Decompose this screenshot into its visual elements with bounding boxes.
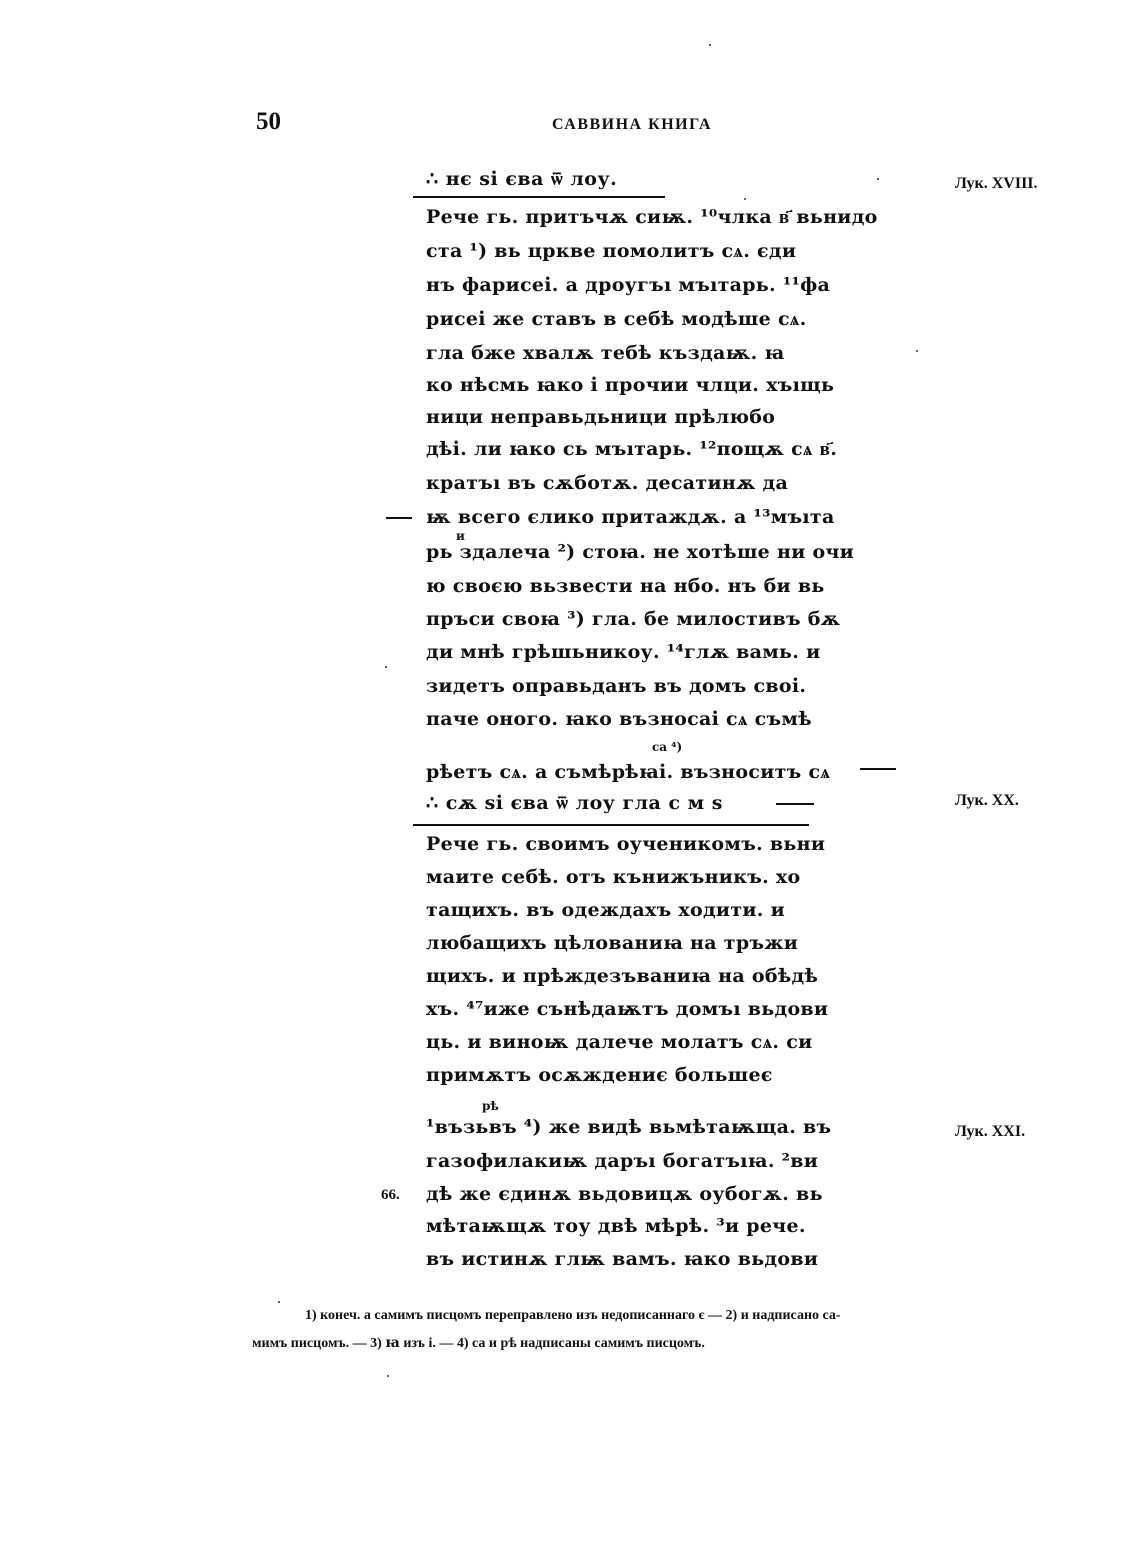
text-line: тащихъ. въ одеждахъ ходити. и [426, 899, 786, 921]
text-line: ць. и виноѭ далече молатъ сѧ. си [426, 1031, 813, 1053]
scan-speck [877, 178, 879, 180]
text-line: любащихъ цѣлованиꙗ на тръжи [426, 932, 799, 954]
text-line: примѫтъ осѫждениє большеє [426, 1064, 773, 1086]
text-line: нъ фарисеі. а дроугъı мъıтарь. ¹¹фа [426, 274, 831, 296]
text-line: пръси своꙗ ³) гла. бе милостивъ бѫ [426, 608, 841, 630]
text-line: щихъ. и прѣждезъваниꙗ на обѣдѣ [426, 965, 819, 987]
text-line: мѣтаѭщѫ тоу двѣ мѣрѣ. ³и рече. [426, 1215, 806, 1237]
text-line: кратъı въ сѫботѫ. десатинѫ да [426, 472, 789, 494]
text-line: зидетъ оправьданъ въ домъ своі. [426, 675, 807, 697]
text-line: маите себѣ. отъ кънижъникъ. хо [426, 866, 801, 888]
heading-rule-2 [413, 824, 809, 826]
text-line: рисеі же ставъ в себѣ модѣше сѧ. [426, 308, 807, 330]
scan-speck [916, 350, 918, 352]
lection-heading-1: ∴ нє ѕі єва ѿ лоу. [426, 168, 618, 190]
scan-speck [385, 666, 387, 668]
footnote-line-2: мимъ писцомъ. — 3) ꙗ изъ і. — 4) са и рѣ надписаны самимъ писцомъ. [252, 1336, 705, 1351]
text-line: Рече гь. своимъ оученикомъ. вьни [426, 833, 826, 855]
text-line: ници неправьдьници прѣлюбо [426, 406, 776, 428]
footnote-line-1: 1) конеч. а самимъ писцомъ переправлено изъ недописаннаго є — 2) и надписано са- [305, 1308, 841, 1323]
page-number: 50 [256, 108, 281, 135]
running-title: САВВИНА КНИГА [552, 116, 713, 133]
text-line: хъ. ⁴⁷иже сънѣдаѭтъ домъı вьдови [426, 998, 829, 1020]
folio-mark: 66. [381, 1187, 400, 1203]
supralinear-letter: и [456, 529, 465, 543]
text-line: ко нѣсмь ꙗко і прочии члци. хъıщь [426, 374, 835, 396]
margin-ref-luke-18: Лук. XVIII. [955, 175, 1038, 192]
text-line: ¹възьвъ ⁴) же видѣ вьмѣтаѭща. въ [426, 1116, 832, 1138]
scan-speck [387, 1375, 389, 1377]
text-line: ди мнѣ грѣшьникоу. ¹⁴глѫ вамь. и [426, 641, 821, 663]
text-line: ю своєю вьзвести на нбо. нъ би вь [426, 575, 825, 597]
supralinear-letter: рѣ [482, 1099, 499, 1113]
margin-dash-right [776, 803, 814, 805]
text-line: ста ¹) вь цркве помолитъ сѧ. єди [426, 240, 797, 262]
margin-dash-right [860, 768, 896, 770]
margin-ref-luke-21: Лук. XXI. [955, 1123, 1026, 1140]
scan-speck [744, 198, 746, 200]
text-line: ѭ всего єлико притаждѫ. а ¹³мъıта [426, 506, 835, 528]
heading-rule-1 [413, 196, 665, 198]
text-line: дѣі. ли ꙗко сь мъıтарь. ¹²пощѫ сѧ в҃. [426, 438, 838, 460]
text-line: гла бже хвалѫ тебѣ къздаѭ. ꙗ [426, 342, 785, 364]
lection-heading-2: ∴ сѫ ѕі єва ѿ лоу гла с м ѕ [426, 792, 723, 814]
text-line: рь здалеча ²) стоꙗ. не хотѣше ни очи [426, 541, 855, 563]
text-line: газофилакиѭ даръı богатъıꙗ. ²ви [426, 1150, 819, 1172]
margin-dash-left [386, 517, 412, 519]
text-line: Рече гь. притъчѫ сиѭ. ¹⁰члка в҃ вьнидо [426, 206, 878, 228]
text-line: въ истинѫ глѭ вамъ. ꙗко вьдови [426, 1248, 819, 1270]
scan-speck [709, 44, 711, 46]
margin-ref-luke-20: Лук. XX. [955, 792, 1019, 809]
text-line: дѣ же єдинѫ вьдовицѫ оубогѫ. вь [426, 1183, 823, 1205]
text-line: паче оного. ꙗко възносаі сѧ съмѣ [426, 708, 812, 730]
scan-speck [278, 1301, 280, 1303]
supralinear-letter: са ⁴) [652, 740, 683, 754]
text-line: рѣетъ сѧ. а съмѣрѣꙗі. възноситъ сѧ [426, 761, 831, 783]
